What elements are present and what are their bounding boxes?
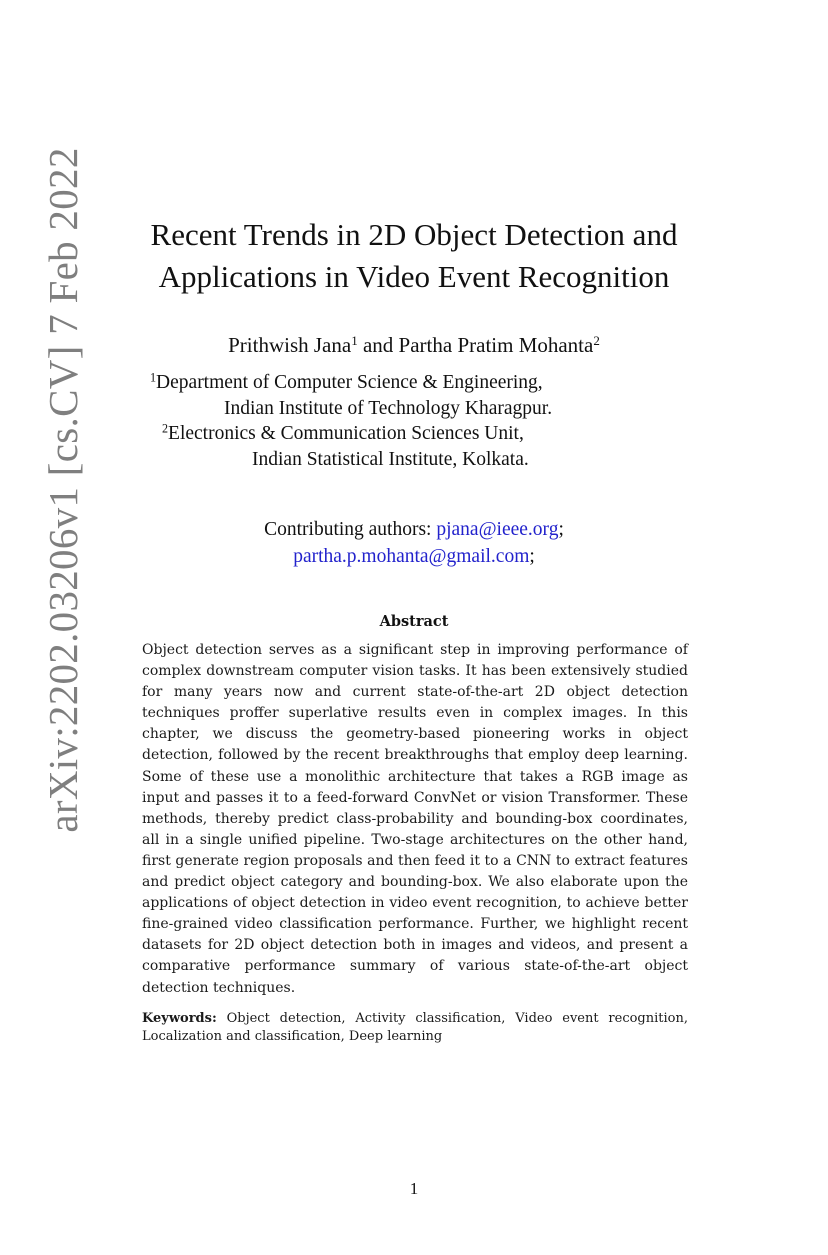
author-conjunction: and bbox=[357, 333, 399, 357]
email-separator-1: ; bbox=[558, 519, 564, 540]
email-separator-2: ; bbox=[529, 546, 535, 567]
affiliation-2-mark: 2 bbox=[162, 421, 169, 436]
author-list bbox=[100, 333, 728, 358]
keywords-block bbox=[142, 1010, 688, 1046]
author-2-affiliation-mark: 2 bbox=[593, 332, 600, 348]
email-link-2[interactable]: partha.p.mohanta@gmail.com bbox=[293, 546, 530, 567]
affiliation-1-line-1 bbox=[150, 372, 543, 394]
affiliation-2-line-1 bbox=[162, 423, 524, 445]
abstract-heading: Abstract bbox=[379, 613, 449, 630]
affiliation-2-dept: Electronics & Communication Sciences Unit, bbox=[168, 423, 524, 444]
paper-title bbox=[100, 214, 728, 298]
affiliation-1-line-2: Indian Institute of Technology Kharagpur. bbox=[224, 398, 553, 419]
affiliation-1-mark: 1 bbox=[150, 370, 157, 385]
author-2-name: Partha Pratim Mohanta bbox=[398, 333, 594, 357]
page-number: 1 bbox=[409, 1179, 419, 1198]
email-link-1[interactable]: pjana@ieee.org bbox=[436, 519, 559, 540]
arxiv-identifier-stamp: arXiv:2202.03206v1 [cs.CV] 7 Feb 2022 bbox=[40, 147, 86, 833]
title-line-2: Applications in Video Event Recognition bbox=[158, 259, 670, 294]
affiliation-2-line-2: Indian Statistical Institute, Kolkata. bbox=[252, 449, 529, 470]
contributing-authors-line-2 bbox=[100, 546, 728, 568]
affiliation-1-dept: Department of Computer Science & Engineering, bbox=[156, 372, 543, 393]
keywords-label: Keywords: bbox=[142, 1011, 217, 1026]
author-1-name: Prithwish Jana bbox=[228, 333, 352, 357]
abstract-text: Object detection serves as a significant step in improving performance of complex downstream computer vision tasks. It has been extensively studied for many years now and current state-of-the-art 2D object detection techniques proffer superlative results even in complex images. In this chapter, we discuss the geometry-based pioneering works in object detection, followed by the recent breakthroughs that employ deep learning. Some of these use a monolithic architecture that takes a RGB image as input and passes it to a feed-forward ConvNet or vision Transformer. These methods, thereby predict class-probability and bounding-box coordinates, all in a single unified pipeline. Two-stage architectures on the other hand, first generate region proposals and then feed it to a CNN to extract features and predict object category and bounding-box. We also elaborate upon the applications of object detection in video event recognition, to achieve better fine-grained video classification performance. Further, we highlight recent datasets for 2D object detection both in images and videos, and present a comparative performance summary of various state-of-the-art object detection techniques. bbox=[142, 642, 688, 996]
author-1-affiliation-mark: 1 bbox=[351, 332, 358, 348]
title-line-1: Recent Trends in 2D Object Detection and bbox=[150, 217, 678, 252]
keywords-text: Object detection, Activity classification, Video event recognition, Localization and classification, Deep learning bbox=[142, 1011, 688, 1044]
contributing-authors-line-1 bbox=[100, 519, 728, 541]
contributing-authors-label: Contributing authors: bbox=[264, 519, 437, 540]
